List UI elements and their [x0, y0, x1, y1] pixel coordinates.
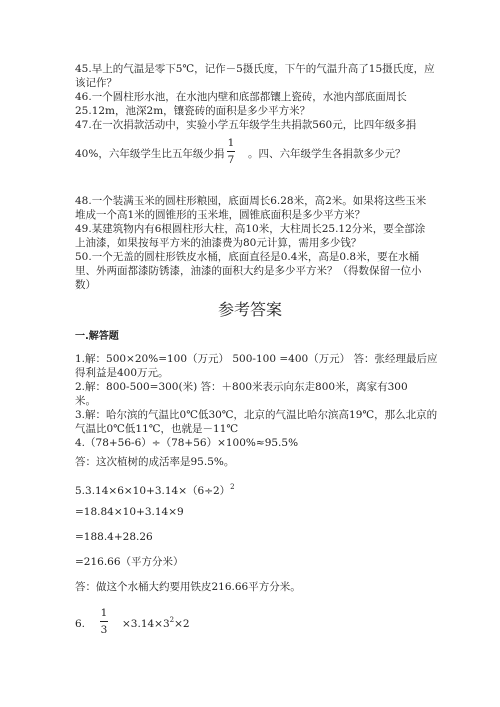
q48-line2: 堆成一个高1米的圆锥形的玉米堆，圆锥底面积是多少平方米？ — [75, 209, 366, 221]
answer6-fraction-numerator: 1 — [100, 607, 108, 619]
q47-line1: 47.在一次捐款活动中，实验小学五年级学生共捐款560元，比四年级多捐 — [75, 119, 417, 131]
answer2-line1: 2.解：800-500=300(米) 答：＋800米表示向东走800米，离家有300 — [75, 381, 408, 393]
q47-line2-part-b: 。四、六年级学生各捐款多少元？ — [248, 148, 406, 160]
q47-fraction — [227, 137, 235, 166]
answers-title: 参考答案 — [217, 300, 282, 319]
q50-line1: 50.一个无盖的圆柱形铁皮水桶，底面直径是0.4米，高是0.8米，要在水桶 — [75, 251, 420, 263]
answer4-line2: 答：这次植树的成活率是95.5%。 — [75, 456, 235, 468]
q46-line2: 25.12m，池深2m，镶瓷砖的面积是多少平方米？ — [75, 105, 311, 117]
answer6-fraction-denominator: 3 — [100, 624, 108, 636]
answer3-line2: 气温比0℃低11℃，也就是－11℃ — [75, 423, 239, 435]
q49-line2: 上油漆，如果按每平方米的油漆费为80元计算，需用多少钱？ — [75, 237, 362, 249]
q47-fraction-denominator: 7 — [227, 154, 235, 166]
q47-line2-part-a: 40%，六年级学生比五年级少捐 — [75, 148, 225, 160]
fraction-bar — [227, 151, 235, 152]
q45-line1: 45.早上的气温是零下5℃，记作－5摄氏度，下午的气温升高了15摄氏度，应 — [75, 63, 435, 75]
answer2-line2: 米。 — [75, 395, 96, 407]
answer6-label: 6. — [75, 618, 86, 630]
answer6-expression — [122, 617, 190, 631]
q49-line1: 49.某建筑物内有6根圆柱形大柱，高10米，大柱周长25.12分米，要全部涂 — [75, 223, 426, 235]
answers-section-heading: 一.解答题 — [75, 331, 119, 342]
answer3-line1: 3.解：哈尔滨的气温比0℃低30℃，北京的气温比哈尔滨高19℃，那么北京的 — [75, 409, 438, 421]
fraction-bar — [100, 621, 108, 622]
answer5-line2: =18.84×10+3.14×9 — [75, 506, 184, 518]
answer6-expression-tail: ×2 — [174, 618, 190, 630]
answer5-expression: 5.3.14×6×10+3.14×（6÷2） — [75, 485, 231, 497]
q50-line2: 里、外两面都漆防锈漆，油漆的面积大约是多少平方米？（得数保留一位小 — [75, 265, 422, 277]
answer1-line2: 得利益是400万元。 — [75, 367, 169, 379]
q50-line3: 数） — [75, 279, 96, 291]
answer6-exponent: 2 — [169, 616, 175, 624]
answer6-expression-main: ×3.14×3 — [122, 618, 170, 630]
answer6-fraction — [100, 607, 108, 636]
answer5-line3: =188.4+28.26 — [75, 531, 153, 543]
answer5-exponent: 2 — [230, 483, 235, 491]
answer5-line1 — [75, 484, 235, 498]
answer5-line5: 答：做这个水桶大约要用铁皮216.66平方分米。 — [75, 581, 301, 593]
q46-line1: 46.一个圆柱形水池，在水池内壁和底部都镶上瓷砖，水池内部底面周长 — [75, 91, 407, 103]
q45-line2: 该记作？ — [75, 77, 117, 89]
q48-line1: 48.一个装满玉米的圆柱形粮囤，底面周长6.28米，高2米。如果将这些玉米 — [75, 195, 427, 207]
answer5-line4: =216.66（平方分米） — [75, 556, 184, 568]
q47-fraction-numerator: 1 — [227, 137, 235, 149]
answer4-line1: 4.（78+56-6）÷（78+56）×100%≈95.5% — [75, 437, 299, 449]
answer1-line1: 1.解：500×20%=100（万元） 500-100 =400（万元） 答：张经理最后应 — [75, 353, 438, 365]
